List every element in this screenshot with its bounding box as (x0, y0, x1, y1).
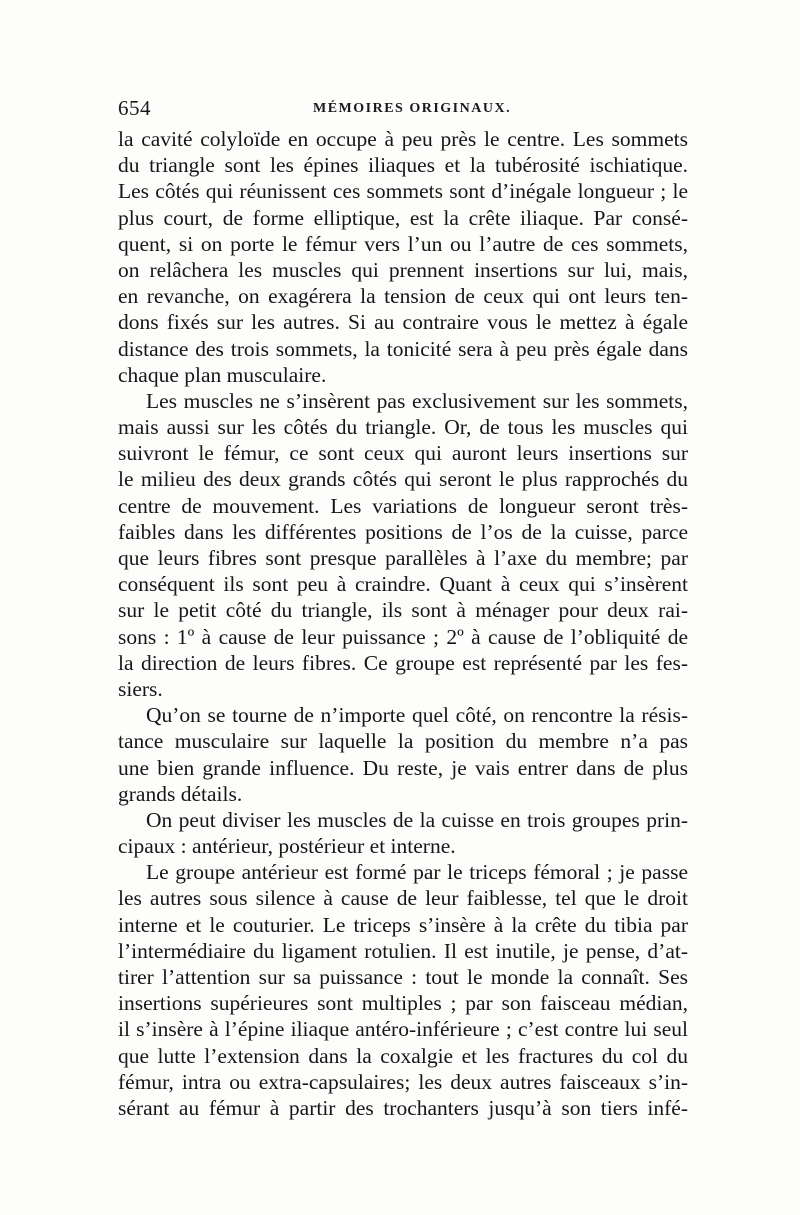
text-line: une bien grande influence. Du reste, je vais entrer dans de plus (118, 755, 688, 780)
text-line: cipaux : antérieur, postérieur et interne. (118, 834, 456, 859)
text-line: il s’insère à l’épine iliaque antéro-inférieure ; c’est contre lui seul (118, 1017, 688, 1042)
text-line: on relâchera les muscles qui prennent insertions sur lui, mais, (118, 257, 688, 282)
text-line: Qu’on se tourne de n’importe quel côté, on rencontre la résis- (146, 703, 688, 728)
text-line: grands détails. (118, 781, 243, 806)
text-line: conséquent ils sont peu à craindre. Quant à ceux qui s’insèrent (118, 572, 688, 597)
text-line: le milieu des deux grands côtés qui seront le plus rapprochés du (118, 467, 688, 492)
text-line: mais aussi sur les côtés du triangle. Or, de tous les muscles qui (118, 415, 688, 440)
text-line: sur le petit côté du triangle, ils sont à ménager pour deux rai- (118, 598, 688, 623)
text-line: la cavité colyloïde en occupe à peu près le centre. Les sommets (118, 127, 688, 151)
text-line: Les muscles ne s’insèrent pas exclusivement sur les sommets, (146, 388, 688, 413)
page-header (118, 96, 688, 126)
text-line: tance musculaire sur laquelle la position du membre n’a pas (118, 729, 688, 754)
running-title: MÉMOIRES ORIGINAUX. (313, 101, 512, 116)
text-line: chaque plan musculaire. (118, 362, 327, 387)
body-text (118, 126, 688, 1121)
text-line: tirer l’attention sur sa puissance : tout le monde la connaît. Ses (118, 965, 688, 989)
text-line: sons : 1º à cause de leur puissance ; 2º à cause de l’obliquité de (118, 624, 688, 649)
text-line: du triangle sont les épines iliaques et la tubérosité ischiatique. (118, 153, 688, 178)
text-line: siers. (118, 676, 163, 701)
text-line: sérant au fémur à partir des trochanters jusqu’à son tiers infé- (118, 1095, 688, 1120)
text-line: quent, si on porte le fémur vers l’un ou l’autre de ces sommets, (118, 231, 688, 256)
text-line: Le groupe antérieur est formé par le triceps fémoral ; je passe (146, 860, 688, 885)
text-line: la direction de leurs fibres. Ce groupe est représenté par les fes- (118, 650, 688, 675)
text-line: On peut diviser les muscles de la cuisse en trois groupes prin- (146, 807, 688, 832)
text-line: Les côtés qui réunissent ces sommets sont d’inégale longueur ; le (118, 179, 688, 204)
text-line: l’intermédiaire du ligament rotulien. Il est inutile, je pense, d’at- (118, 938, 688, 963)
text-line: faibles dans les différentes positions de l’os de la cuisse, parce (118, 519, 688, 544)
text-line: en revanche, on exagérera la tension de ceux qui ont leurs ten- (118, 284, 688, 309)
page-number: 654 (118, 96, 151, 120)
text-line: que lutte l’extension dans la coxalgie et les fractures du col du (118, 1043, 688, 1068)
text-line: que leurs fibres sont presque parallèles à l’axe du membre; par (118, 546, 688, 570)
text-line: dons fixés sur les autres. Si au contraire vous le mettez à égale (118, 310, 688, 335)
text-line: centre de mouvement. Les variations de longueur seront très- (118, 493, 688, 518)
text-line: insertions supérieures sont multiples ; par son faisceau médian, (118, 991, 688, 1016)
text-line: fémur, intra ou extra-capsulaires; les deux autres faisceaux s’in- (118, 1069, 688, 1094)
text-line: plus court, de forme elliptique, est la crête iliaque. Par consé- (118, 205, 688, 230)
text-line: suivront le fémur, ce sont ceux qui auront leurs insertions sur (118, 441, 688, 466)
text-line: interne et le couturier. Le triceps s’insère à la crête du tibia par (118, 912, 688, 937)
text-line: distance des trois sommets, la tonicité sera à peu près égale dans (118, 336, 688, 361)
text-line: les autres sous silence à cause de leur faiblesse, tel que le droit (118, 886, 688, 911)
